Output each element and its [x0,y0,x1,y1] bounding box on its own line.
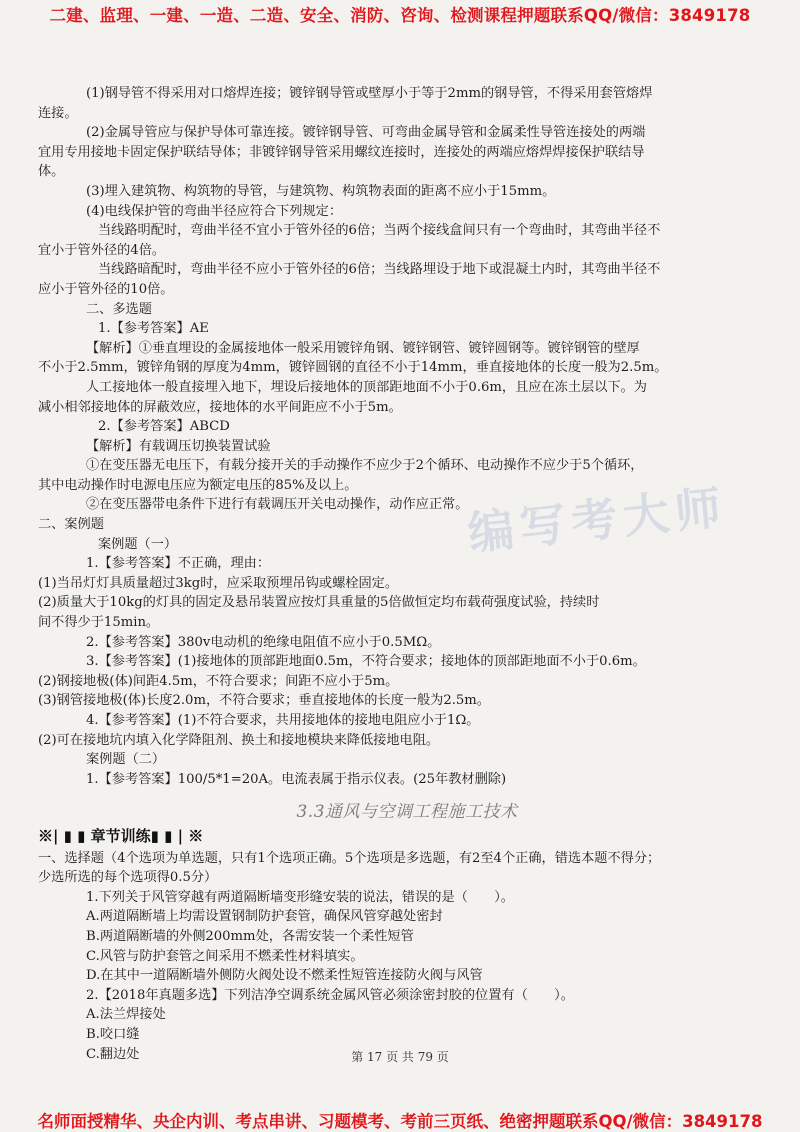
text-line: 2.【参考答案】ABCD [98,419,230,435]
text-line: 当线路明配时，弯曲半径不宜小于管外径的6倍；当两个接线盒间只有一个弯曲时，其弯曲半径不 [98,223,661,239]
text-line: ①在变压器无电压下，有载分接开关的手动操作不应少于2个循环、电动操作不应少于5个循环， [86,458,644,474]
text-line: C.风管与防护套管之间采用不燃柔性材料填实。 [86,948,364,964]
text-line: (2)质量大于10kg的灯具的固定及悬吊装置应按灯具重量的5倍做恒定均布载荷强度试验，持续时 [38,595,600,611]
text-line: (2)钢接地极(体)间距4.5m，不符合要求；间距不应小于5m。 [38,673,399,689]
text-line: 【解析】有载调压切换装置试验 [86,438,271,454]
text-line: 1.下列关于风管穿越有两道隔断墙变形缝安装的说法，错误的是（ ）。 [86,889,514,905]
text-line: (3)埋入建筑物、构筑物的导管，与建筑物、构筑物表面的距离不应小于15mm。 [86,183,556,199]
text-line: D.在其中一道隔断墙外侧防火阀处设不燃柔性短管连接防火阀与风管 [86,968,483,984]
question-block [38,849,716,1065]
text-line: (1)钢导管不得采用对口熔焊连接；镀锌钢导管或壁厚小于等于2mm的钢导管，不得采用套管熔焊 [86,86,653,101]
text-line: 应小于管外径的10倍。 [38,281,174,297]
text-line: 2.【2018年真题多选】下列洁净空调系统金属风管必须涂密封胶的位置有（ ）。 [86,987,574,1003]
text-line: 1.【参考答案】100/5*1=20A。电流表属于指示仪表。(25年教材删除) [86,771,507,787]
text-line: 2.【参考答案】380v电动机的绝缘电阻值不应小于0.5MΩ。 [86,634,441,650]
text-line: 间不得少于15min。 [38,615,160,631]
text-line: 宜用专用接地卡固定保护联结导体；非镀锌钢导管采用螺纹连接时，连接处的两端应熔焊焊接保护联结导 [38,144,645,160]
text-line: A.两道隔断墙上均需设置钢制防护套管，确保风管穿越处密封 [86,909,443,925]
section-title: 3.3通风与空调工程施工技术 [296,802,518,823]
text-line: 1.【参考答案】不正确，理由： [86,556,271,572]
text-line: 当线路暗配时，弯曲半径不应小于管外径的6倍；当线路埋设于地下或混凝土内时，其弯曲半径不 [98,262,661,278]
watermark: 编写考大师 [465,479,730,561]
text-line: (4)电线保护管的弯曲半径应符合下列规定： [86,203,343,219]
text-line: 少选所选的每个选项得0.5分） [38,870,218,886]
answer-block [38,84,716,789]
text-line: 不小于2.5mm，镀锌角钢的厚度为4mm，镀锌圆钢的直径不小于14mm，垂直接地体的长度一般为2.5m。 [38,360,668,376]
text-line: 一、选择题（4个选项为单选题，只有1个选项正确。5个选项是多选题，有2至4个正确，错选本题不得分； [38,850,661,866]
page-content [38,84,716,1064]
text-line: (2)可在接地坑内填入化学降阻剂、换土和接地模块来降低接地电阻。 [38,732,440,748]
text-line: 案例题（二） [86,752,166,768]
text-line: 其中电动操作时电源电压应为额定电压的85%及以上。 [38,477,358,493]
text-line: (3)钢管接地极(体)长度2.0m，不符合要求；垂直接地体的长度一般为2.5m。 [38,693,490,709]
text-line: (1)当吊灯灯具质量超过3kg时，应采取预埋吊钩或螺栓固定。 [38,575,399,591]
text-line: B.两道隔断墙的外侧200mm处，各需安装一个柔性短管 [86,928,414,944]
text-line: ②在变压器带电条件下进行有载调压开关电动操作，动作应正常。 [86,497,469,513]
chapter-heading: ※| ▮ ▮ 章节训练▮ ▮ | ※ [38,826,204,845]
text-line: A.法兰焊接处 [86,1007,166,1023]
text-line: 二、案例题 [38,517,104,533]
text-line: 人工接地体一般直接埋入地下，埋设后接地体的顶部距地面不小于0.6m，且应在冻土层以下。为 [86,379,647,395]
text-line: C.翻边处 [86,1046,140,1062]
text-line: 连接。 [38,105,78,121]
text-line: 宜小于管外径的4倍。 [38,242,166,258]
text-line: (2)金属导管应与保护导体可靠连接。镀锌钢导管、可弯曲金属导管和金属柔性导管连接处的两端 [86,125,646,141]
footer-banner: 名师面授精华、央企内训、考点串讲、习题模考、考前三页纸、绝密押题联系QQ/微信：3849178 [37,1112,763,1131]
text-line: 3.【参考答案】(1)接地体的顶部距地面0.5m，不符合要求；接地体的顶部距地面不小于0.6m。 [86,654,646,670]
text-line: 1.【参考答案】AE [98,321,209,337]
text-line: 【解析】①垂直埋设的金属接地体一般采用镀锌角钢、镀锌钢管、镀锌圆钢等。镀锌钢管的壁厚 [86,340,640,356]
text-line: 二、多选题 [86,301,152,317]
page-number: 第 17 页 共 79 页 [351,1050,449,1064]
text-line: 减小相邻接地体的屏蔽效应，接地体的水平间距应不小于5m。 [38,399,402,415]
text-line: 案例题（一） [98,536,178,552]
text-line: 体。 [38,164,65,180]
text-line: B.咬口缝 [86,1026,140,1042]
text-line: 4.【参考答案】(1)不符合要求，共用接地体的接地电阻应小于1Ω。 [86,713,480,728]
header-banner: 二建、监理、一建、一造、二造、安全、消防、咨询、检测课程押题联系QQ/微信：3849178 [49,6,751,25]
